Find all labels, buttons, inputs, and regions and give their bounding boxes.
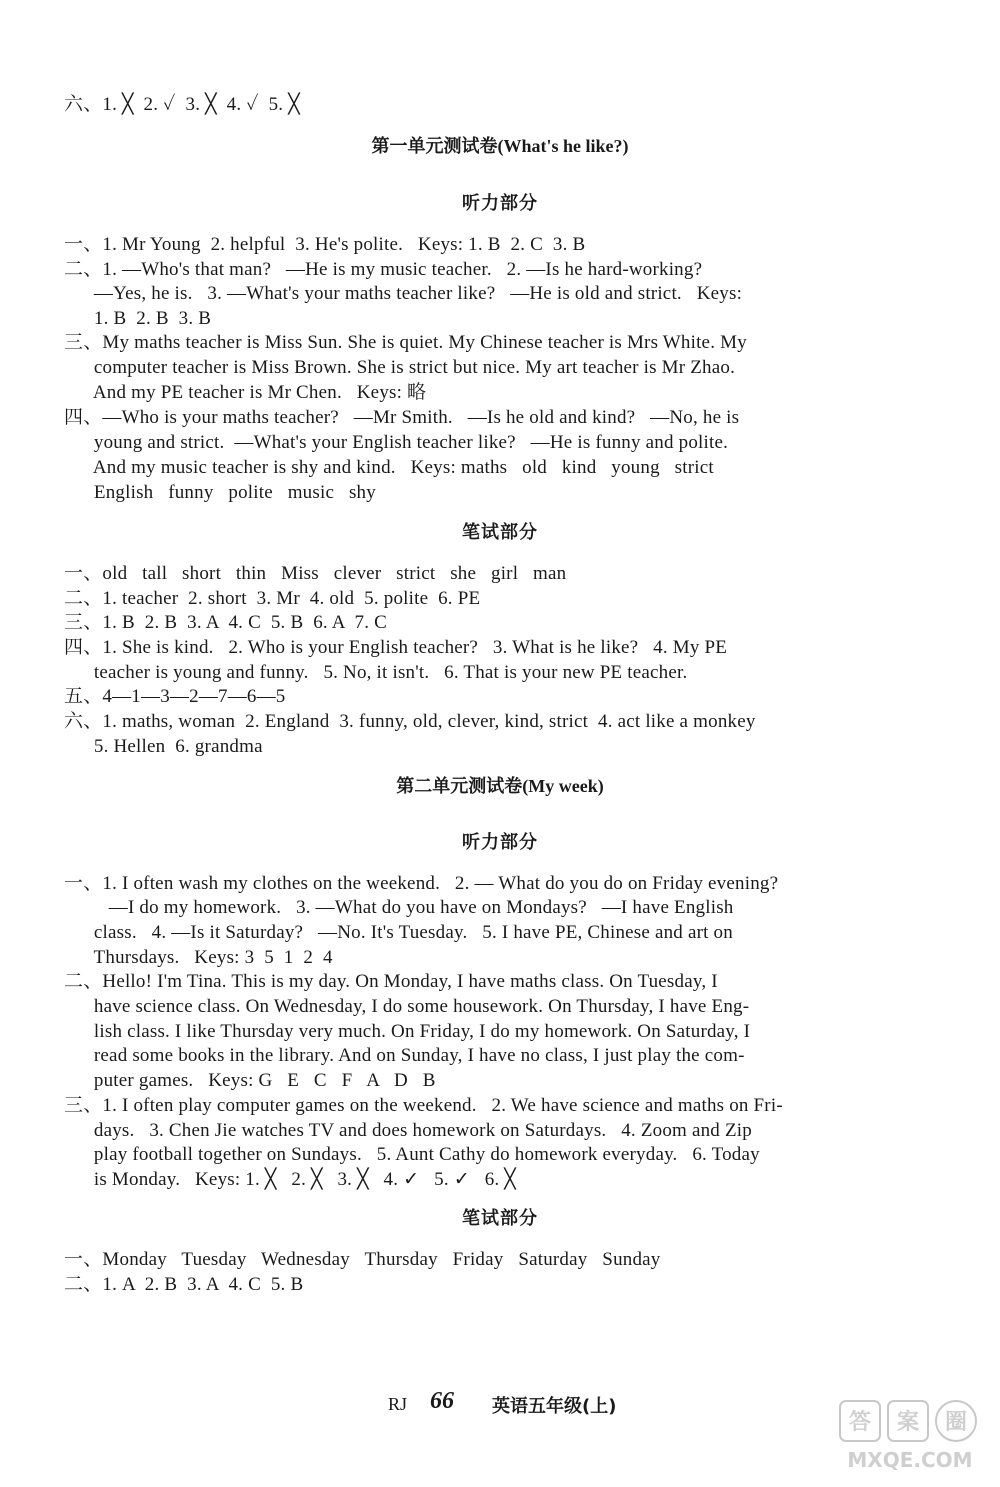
answer-line: days. 3. Chen Jie watches TV and does homework on Saturdays. 4. Zoom and Zip <box>84 1120 752 1141</box>
answer-line: 三、My maths teacher is Miss Sun. She is quiet. My Chinese teacher is Mrs White. My <box>64 332 747 353</box>
answer-line: have science class. On Wednesday, I do some housework. On Thursday, I have Eng- <box>84 996 750 1017</box>
section-writing: 笔试部分 <box>462 1208 538 1229</box>
answer-line: 5. Hellen 6. grandma <box>84 736 263 757</box>
answer-line: 一、old tall short thin Miss clever strict she girl man <box>64 563 567 584</box>
answer-line: —I do my homework. 3. —What do you have on Mondays? —I have English <box>84 897 734 918</box>
unit-title <box>0 774 1000 799</box>
page-number: 66 <box>430 1388 454 1414</box>
unit-title-en: (My week) <box>522 776 604 796</box>
svg-text:案: 案 <box>896 1410 920 1435</box>
answer-line: lish class. I like Thursday very much. On Friday, I do my homework. On Saturday, I <box>84 1021 751 1042</box>
watermark-logo <box>836 1397 986 1477</box>
answer-line: 一、1. Mr Young 2. helpful 3. He's polite. Keys: 1. B 2. C 3. B <box>64 234 586 255</box>
answer-line: class. 4. —Is it Saturday? —No. It's Tuesday. 5. I have PE, Chinese and art on <box>84 922 733 943</box>
answer-line: young and strict. —What's your English teacher like? —He is funny and polite. <box>84 432 729 453</box>
answer-line: 一、1. I often wash my clothes on the weekend. 2. — What do you do on Friday evening? <box>64 873 779 894</box>
answer-line: And my PE teacher is Mr Chen. Keys: 略 <box>84 382 427 403</box>
answer-line: 一、Monday Tuesday Wednesday Thursday Friday Saturday Sunday <box>64 1249 661 1270</box>
svg-text:答: 答 <box>848 1410 872 1435</box>
answer-line: 三、1. B 2. B 3. A 4. C 5. B 6. A 7. C <box>64 612 388 633</box>
unit-title <box>0 134 1000 159</box>
answer-line: 四、1. She is kind. 2. Who is your English teacher? 3. What is he like? 4. My PE <box>64 637 728 658</box>
book-title: 英语五年级(上) <box>492 1396 617 1417</box>
svg-text:MXQE.COM: MXQE.COM <box>847 1448 973 1472</box>
answer-line: 1. B 2. B 3. B <box>84 308 212 329</box>
section-listening: 听力部分 <box>462 193 538 214</box>
answer-line: 六、1. maths, woman 2. England 3. funny, old, clever, kind, strict 4. act like a monkey <box>64 711 756 732</box>
svg-text:圈: 圈 <box>944 1410 968 1435</box>
answer-line: is Monday. Keys: 1. ╳ 2. ╳ 3. ╳ 4. ✓ 5. ✓ 6. ╳ <box>84 1169 516 1190</box>
answer-line: 五、4—1—3—2—7—6—5 <box>64 686 286 707</box>
answer-line: puter games. Keys: G E C F A D B <box>84 1070 436 1091</box>
section-listening: 听力部分 <box>462 832 538 853</box>
answer-line: computer teacher is Miss Brown. She is strict but nice. My art teacher is Mr Zhao. <box>84 357 736 378</box>
series-code: RJ <box>388 1394 408 1414</box>
answer-line: read some books in the library. And on Sunday, I have no class, I just play the com- <box>84 1045 745 1066</box>
unit-title-cn: 第一单元测试卷 <box>371 136 498 157</box>
answer-line: —Yes, he is. 3. —What's your maths teacher like? —He is old and strict. Keys: <box>84 283 743 304</box>
answer-line: 二、1. A 2. B 3. A 4. C 5. B <box>64 1274 304 1295</box>
answer-line: play football together on Sundays. 5. Aunt Cathy do homework everyday. 6. Today <box>84 1144 760 1165</box>
answer-line: 六、1. ╳ 2. ✓ 3. ╳ 4. ✓ 5. ╳ <box>64 94 300 115</box>
answer-line: 二、1. teacher 2. short 3. Mr 4. old 5. polite 6. PE <box>64 588 481 609</box>
answer-line: And my music teacher is shy and kind. Keys: maths old kind young strict <box>84 457 714 478</box>
answer-line: 三、1. I often play computer games on the weekend. 2. We have science and maths on Fri- <box>64 1095 783 1116</box>
answer-line: English funny polite music shy <box>84 482 376 503</box>
section-writing: 笔试部分 <box>462 522 538 543</box>
answer-line: 二、Hello! I'm Tina. This is my day. On Monday, I have maths class. On Tuesday, I <box>64 971 718 992</box>
unit-title-cn: 第二单元测试卷 <box>396 776 523 797</box>
answer-line: 二、1. —Who's that man? —He is my music teacher. 2. —Is he hard-working? <box>64 259 703 280</box>
answer-line: Thursdays. Keys: 3 5 1 2 4 <box>84 947 333 968</box>
unit-title-en: (What's he like?) <box>497 136 629 156</box>
answer-line: 四、—Who is your maths teacher? —Mr Smith. —Is he old and kind? —No, he is <box>64 407 740 428</box>
answer-line: teacher is young and funny. 5. No, it isn't. 6. That is your new PE teacher. <box>84 662 688 683</box>
